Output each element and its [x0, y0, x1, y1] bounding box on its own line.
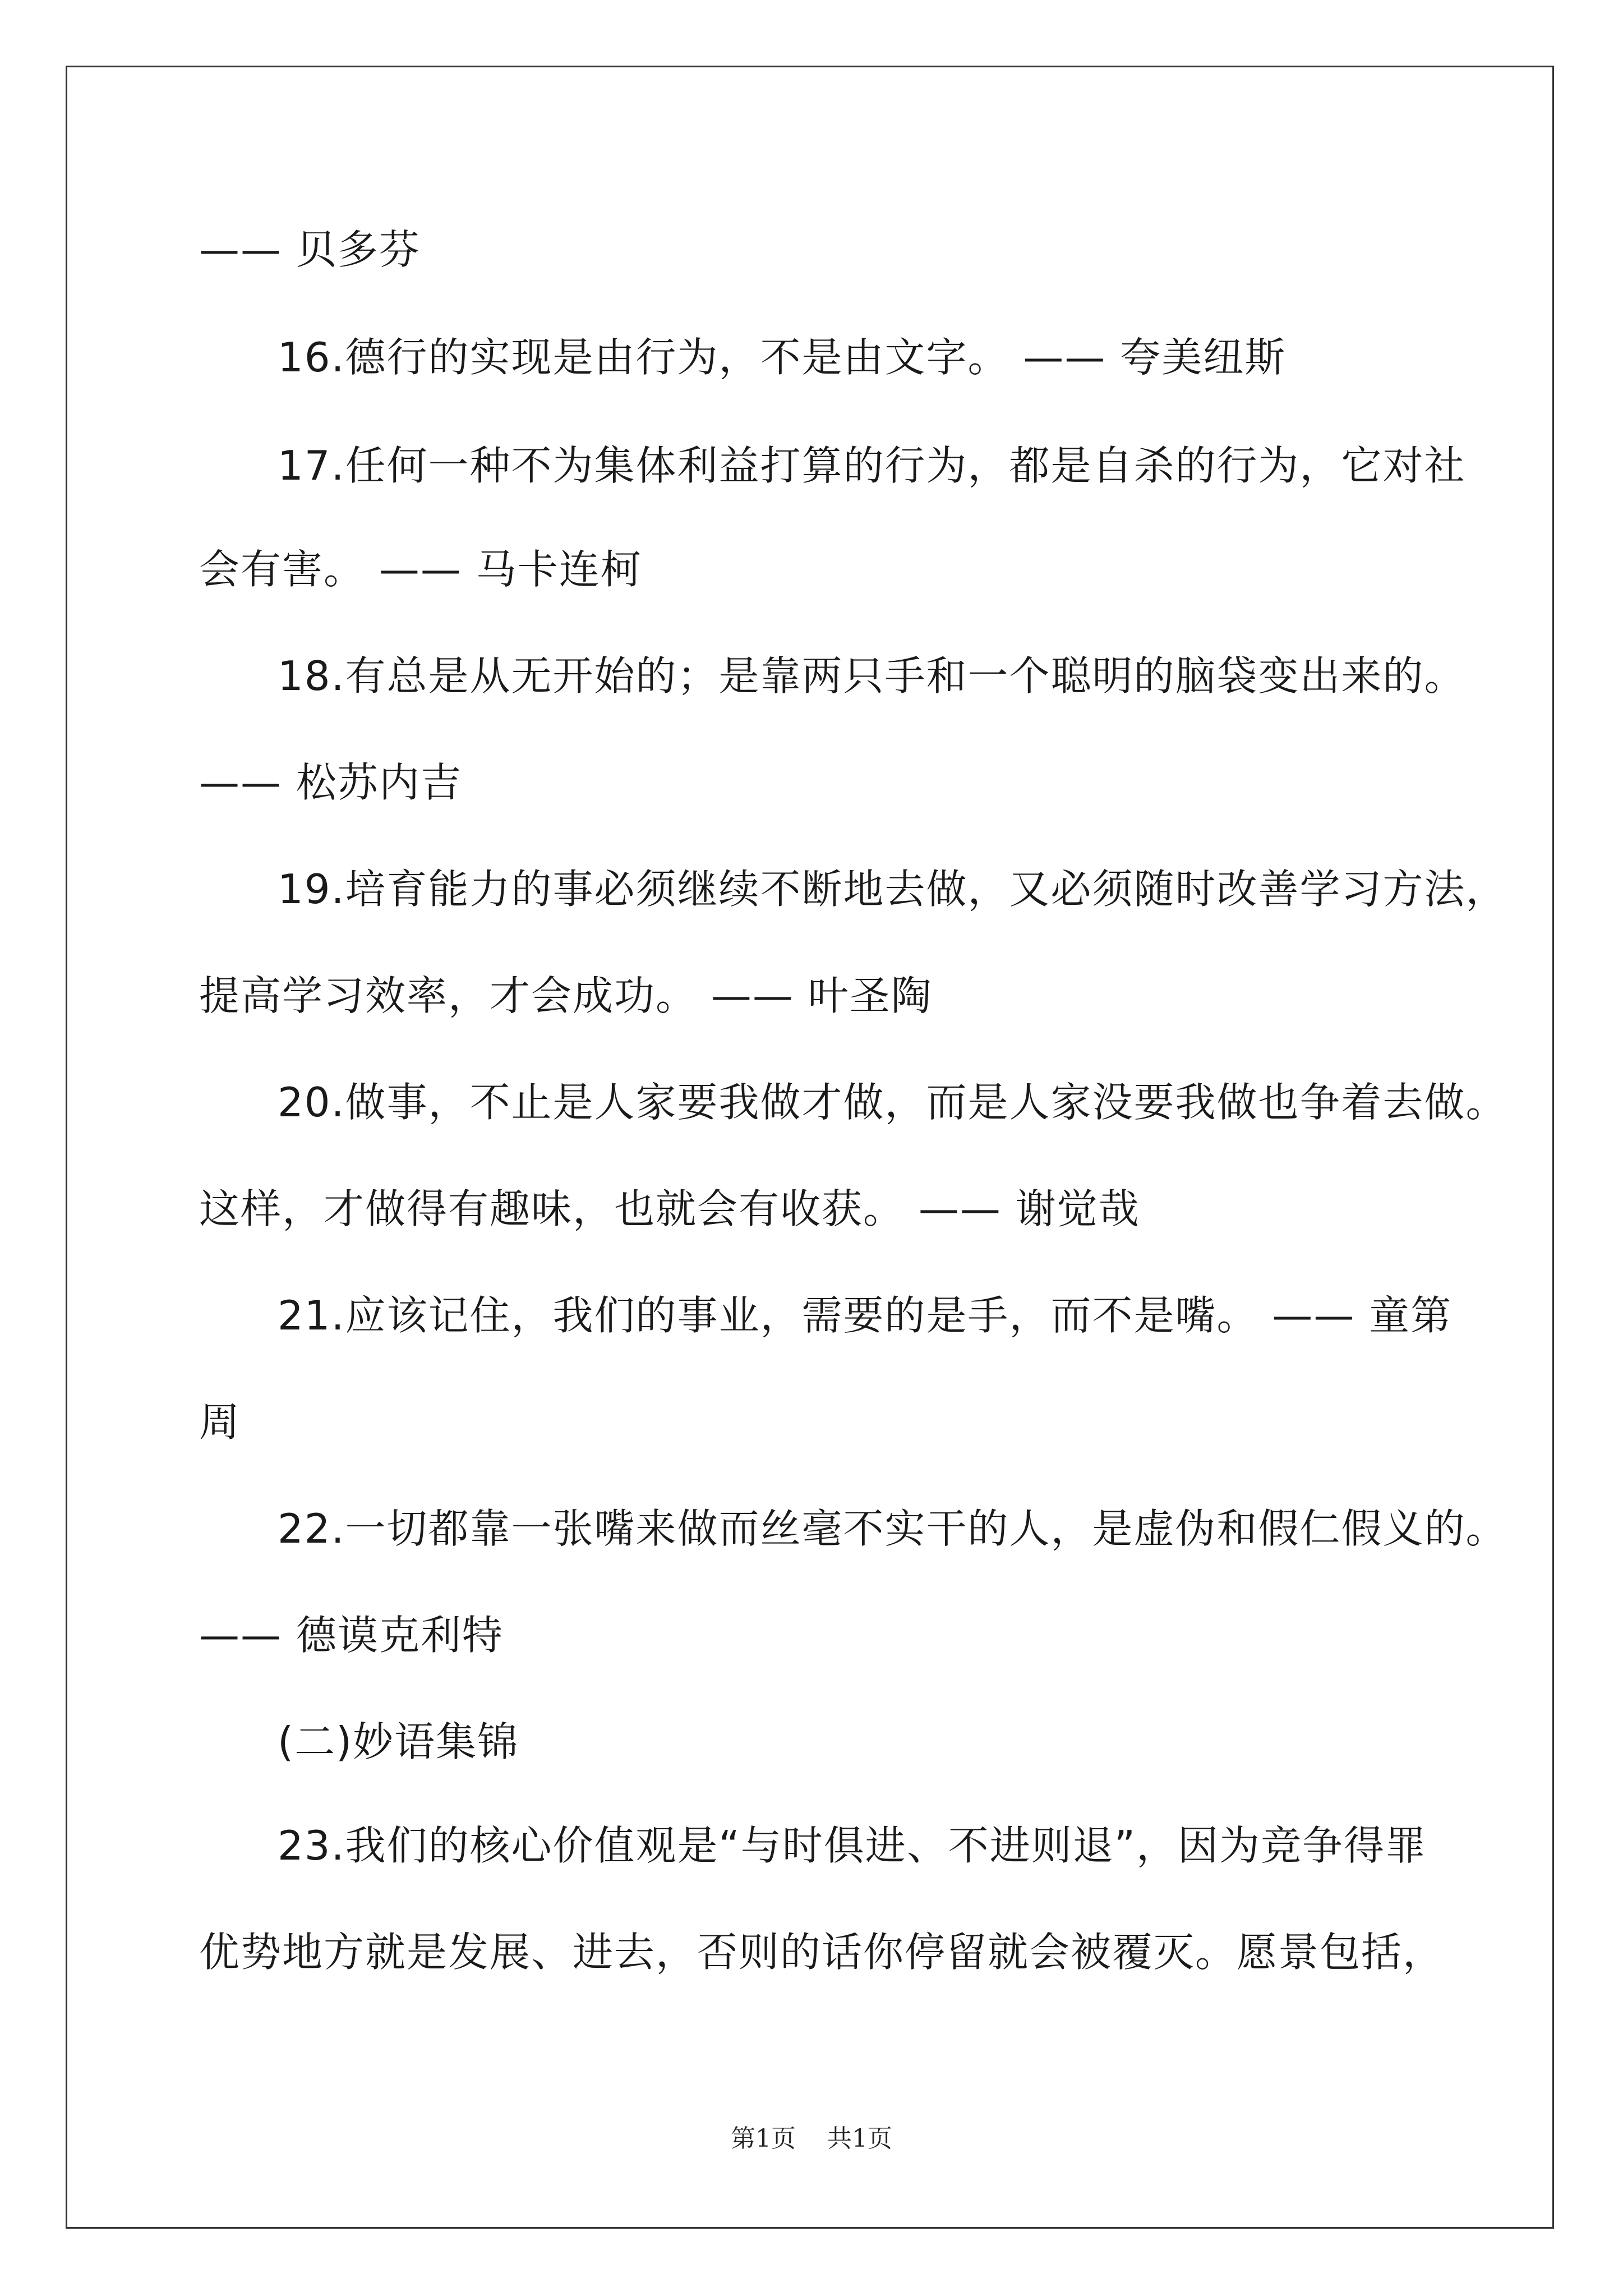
- text-line: 优势地方就是发展、进去，否则的话你停留就会被覆灭。愿景包括，: [199, 1929, 1445, 1976]
- page-border: [66, 66, 1554, 2229]
- text-line: 周: [199, 1398, 241, 1446]
- text-line: 16.德行的实现是由行为，不是由文字。 —— 夸美纽斯: [278, 334, 1287, 381]
- text-line: 会有害。 —— 马卡连柯: [199, 546, 642, 593]
- text-line: 这样，才做得有趣味，也就会有收获。 —— 谢觉哉: [199, 1185, 1140, 1232]
- text-line: 23.我们的核心价值观是“与时俱进、不进则退”，因为竞争得罪: [278, 1822, 1427, 1869]
- text-line: 21.应该记住，我们的事业，需要的是手，而不是嘴。 —— 童第: [278, 1292, 1453, 1339]
- text-line: 20.做事，不止是人家要我做才做，而是人家没要我做也争着去做。: [278, 1079, 1507, 1126]
- page-number: 第1页: [731, 2124, 796, 2153]
- text-line: 19.培育能力的事必须继续不断地去做，又必须随时改善学习方法，: [278, 866, 1507, 913]
- text-line: —— 贝多芬: [199, 226, 421, 273]
- page-footer: [0, 2122, 1623, 2156]
- text-line: —— 松苏内吉: [199, 759, 462, 806]
- text-line: —— 德谟克利特: [199, 1612, 504, 1659]
- page-total: 共1页: [827, 2124, 892, 2153]
- section-heading: (二)妙语集锦: [278, 1718, 519, 1765]
- text-line: 18.有总是从无开始的；是靠两只手和一个聪明的脑袋变出来的。: [278, 652, 1466, 700]
- text-line: 17.任何一种不为集体利益打算的行为，都是自杀的行为，它对社: [278, 442, 1466, 489]
- text-line: 22.一切都靠一张嘴来做而丝毫不实干的人，是虚伪和假仁假义的。: [278, 1505, 1507, 1552]
- text-line: 提高学习效率，才会成功。 —— 叶圣陶: [199, 972, 933, 1019]
